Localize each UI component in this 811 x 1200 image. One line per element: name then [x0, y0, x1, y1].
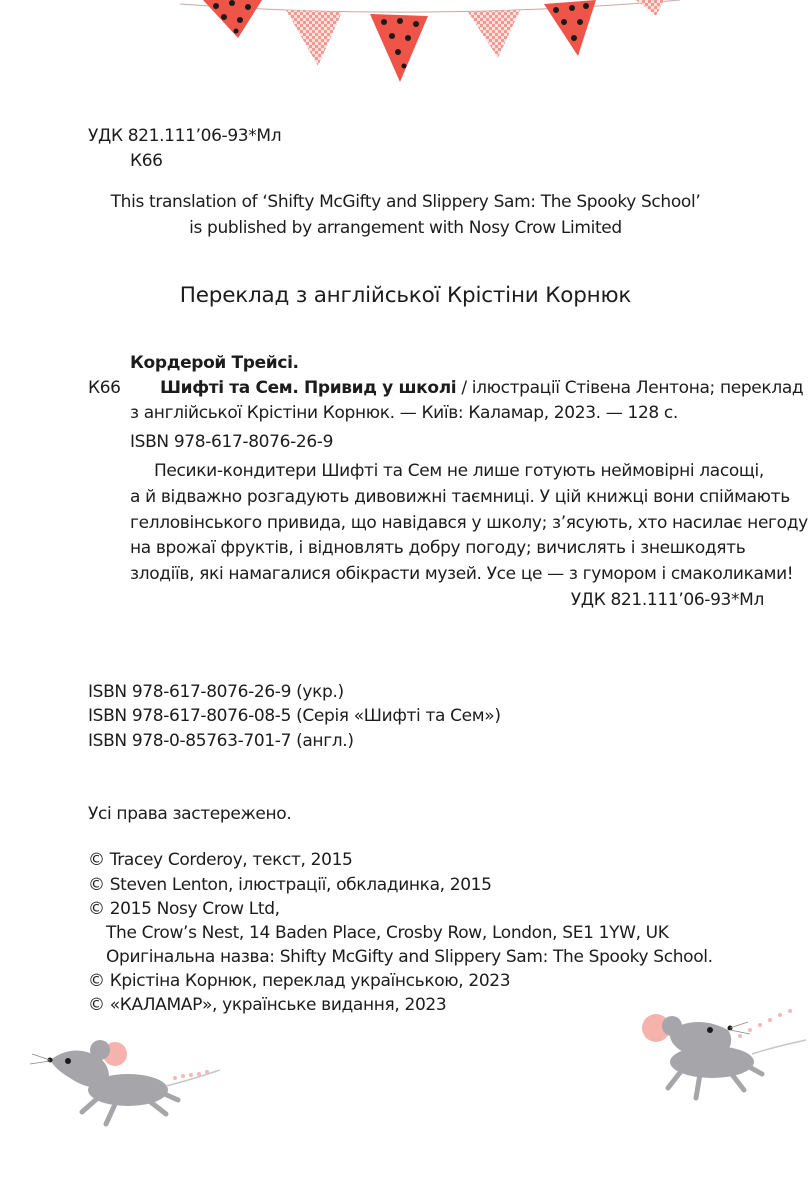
rights-reserved: Усі права застережено.: [88, 804, 292, 824]
copyright-edition: © «КАЛАМАР», українське видання, 2023: [88, 995, 447, 1015]
isbn-ukr: ISBN 978-617-8076-26-9 (укр.): [88, 682, 344, 702]
running-mouse-right: [620, 1000, 811, 1110]
annotation-line-5: злодіїв, які намагалися обікрасти музей. Усе це — з гумором і смаколиками!: [130, 564, 794, 584]
translation-note-line-1: This translation of ‘Shifty McGifty and Slippery Sam: The Spooky School’: [110, 192, 701, 212]
catalog-title-line: [160, 376, 803, 400]
running-mouse-left: [20, 1030, 230, 1140]
copyright-illustrations: © Steven Lenton, ілюстрації, обкладинка, 2015: [88, 875, 492, 895]
translator-heading: Переклад з англійської Крістіни Корнюк: [179, 283, 632, 308]
publisher-address: The Crow’s Nest, 14 Baden Place, Crosby Row, London, SE1 1YW, UK: [106, 923, 669, 943]
catalog-cutter: К66: [88, 378, 121, 398]
udk-code: УДК 821.111’06-93*Мл: [88, 126, 282, 146]
annotation-line-3: гелловінського привида, що навідався у школу; з’ясують, хто насилає негоду: [130, 513, 808, 533]
annotation-line-2: а й відважно розгадують дивовижні таємниці. У цій книжці вони спіймають: [130, 487, 790, 507]
catalog-author: Кордерой Трейсі.: [130, 353, 299, 373]
catalog-responsibility: / ілюстрації Стівена Лентона; переклад: [456, 378, 804, 398]
annotation-line-1: Песики-кондитери Шифті та Сем не лише готують неймовірні ласощі,: [154, 461, 764, 481]
copyright-translation: © Крістіна Корнюк, переклад українською, 2023: [88, 971, 511, 991]
original-title: Оригінальна назва: Shifty McGifty and Slippery Sam: The Spooky School.: [106, 947, 713, 967]
cutter-code: К66: [130, 151, 163, 171]
bunting-garland: [0, 0, 811, 100]
udk-bottom: УДК 821.111’06-93*Мл: [570, 590, 764, 610]
copyright-text: © Tracey Corderoy, текст, 2015: [88, 850, 353, 870]
translation-note-line-2: is published by arrangement with Nosy Crow Limited: [189, 218, 622, 238]
isbn-series: ISBN 978-617-8076-08-5 (Серія «Шифті та Сем»): [88, 706, 501, 726]
catalog-title: Шифті та Сем. Привид у школі: [160, 378, 457, 398]
catalog-imprint: з англійської Крістіни Корнюк. — Київ: Каламар, 2023. — 128 с.: [130, 403, 678, 423]
annotation-line-4: на врожаї фруктів, і відновлять добру погоду; вичислять і знешкодять: [130, 538, 746, 558]
catalog-isbn: ISBN 978-617-8076-26-9: [130, 432, 334, 452]
isbn-eng: ISBN 978-0-85763-701-7 (англ.): [88, 731, 354, 751]
copyright-publisher: © 2015 Nosy Crow Ltd,: [88, 899, 280, 919]
